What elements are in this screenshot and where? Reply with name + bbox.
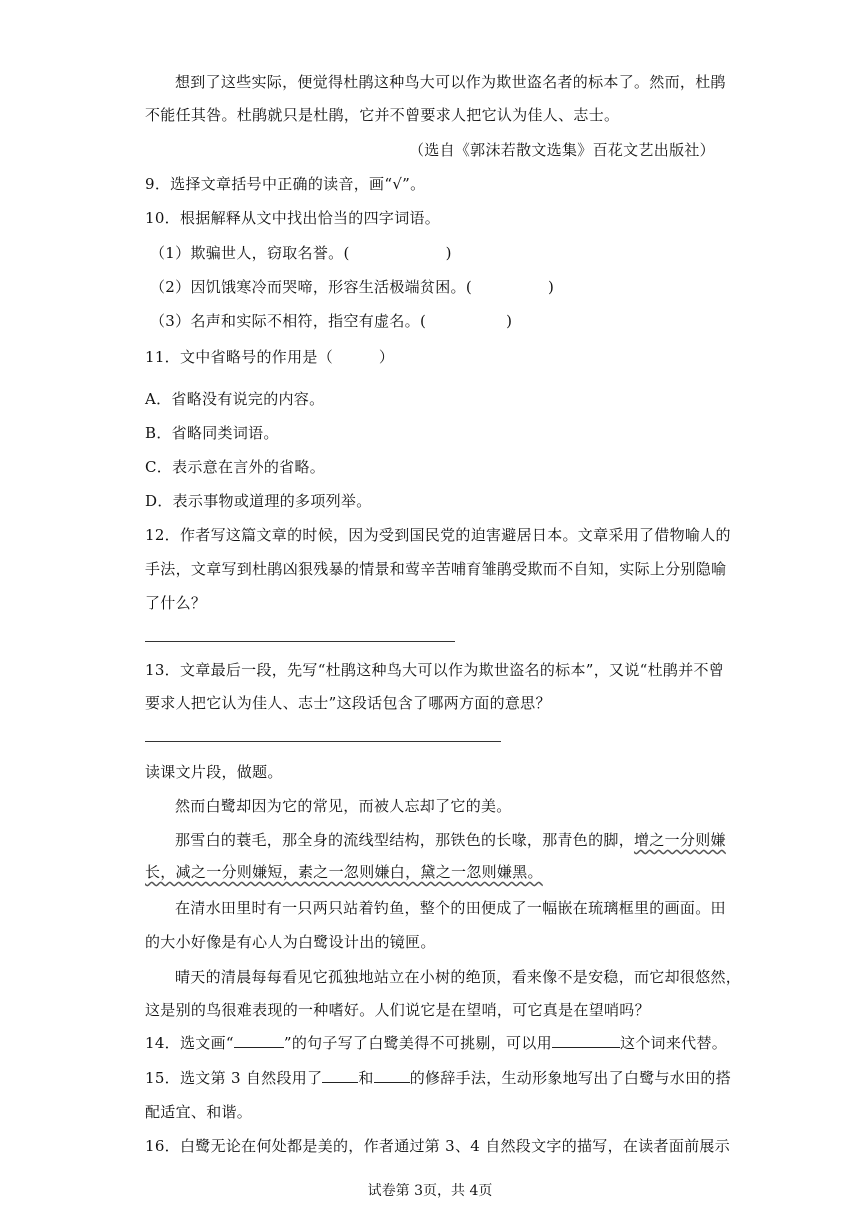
question-11-option-c[interactable]: C．表示意在言外的省略。 <box>145 458 326 476</box>
question-14-text: 14．选文画“ <box>145 1034 234 1052</box>
question-11-option-a[interactable]: A．省略没有说完的内容。 <box>145 390 325 408</box>
answer-blank[interactable] <box>374 1068 410 1083</box>
question-12: 手法，文章写到杜鹃凶狠残暴的情景和莺辛苦哺育雏鹃受欺而不自知，实际上分别隐喻 <box>145 560 727 578</box>
question-15-text: 的修辞手法，生动形象地写出了白鹭与水田的搭 <box>409 1069 731 1087</box>
passage-text: 想到了这些实际，便觉得杜鹃这种鸟大可以作为欺世盗名者的标本了。然而，杜鹃 <box>175 73 726 91</box>
question-10-item-2-text: （2）因饥饿寒冷而哭啼，形容生活极端贫困。( <box>150 278 472 296</box>
question-12: 了什么？ <box>145 594 207 612</box>
question-15-text: 和 <box>358 1069 374 1087</box>
question-11-option-d[interactable]: D．表示事物或道理的多项列举。 <box>145 492 372 510</box>
question-10: 10．根据解释从文中找出恰当的四字词语。 <box>145 209 441 227</box>
close-paren: ) <box>548 278 555 296</box>
question-13: 要求人把它认为佳人、志士”这段话包含了哪两方面的意思？ <box>145 694 551 712</box>
question-10-item-1 <box>150 243 725 263</box>
question-12: 12．作者写这篇文章的时候，因为受到国民党的迫害避居日本。文章采用了借物喻人的 <box>145 526 731 544</box>
passage-text: 晴天的清晨每每看见它孤独地站立在小树的绝顶，看来像不是安稳，而它却很悠然， <box>175 968 742 986</box>
passage-text: 的大小好像是有心人为白鹭设计出的镜匣。 <box>145 933 436 951</box>
question-15-text: 15．选文第 3 自然段用了 <box>145 1069 323 1087</box>
question-11-option-b[interactable]: B．省略同类词语。 <box>145 424 279 442</box>
question-16: 16．白鹭无论在何处都是美的，作者通过第 3、4 自然段文字的描写，在读者面前展示 <box>145 1137 731 1155</box>
wavy-underlined-sentence: 增之一分则嫌 <box>634 831 726 849</box>
answer-line-12[interactable] <box>145 641 455 642</box>
question-14-text: 这个词来代替。 <box>619 1034 728 1052</box>
passage-text-plain: 那雪白的蓑毛，那全身的流线型结构，那铁色的长喙，那青色的脚， <box>175 831 635 849</box>
passage-text <box>145 862 720 882</box>
wavy-underlined-sentence: 长，减之一分则嫌短，素之一忽则嫌白，黛之一忽则嫌黑。 <box>145 863 543 881</box>
question-9: 9．选择文章括号中正确的读音，画“√”。 <box>145 175 426 193</box>
passage-source: （选自《郭沫若散文选集》百花文艺出版社） <box>408 141 715 159</box>
question-14-text: ”的句子写了白鹭美得不可挑剔，可以用 <box>283 1034 552 1052</box>
question-13: 13．文章最后一段，先写“杜鹃这种鸟大可以作为欺世盗名的标本”，又说“杜鹃并不曾 <box>145 661 725 679</box>
passage-text: 在清水田里时有一只两只站着钓鱼，整个的田便成了一幅嵌在琉璃框里的画面。田 <box>175 899 726 917</box>
passage-text: 然而白鹭却因为它的常见，而被人忘却了它的美。 <box>175 797 512 815</box>
question-10-item-3-text: （3）名声和实际不相符，指空有虚名。( <box>150 312 427 330</box>
question-10-item-3 <box>150 311 725 331</box>
passage-text: 这是别的鸟很难表现的一种嗜好。人们说它是在望哨，可它真是在望哨吗？ <box>145 1001 650 1019</box>
question-10-item-1-text: （1）欺骗世人，窃取名誉。( <box>150 244 350 262</box>
answer-blank[interactable] <box>322 1068 358 1083</box>
question-11: 11．文中省略号的作用是（ ） <box>145 348 395 366</box>
page-footer: 试卷第 3页，共 4页 <box>367 1183 493 1199</box>
passage-text <box>175 830 726 850</box>
passage-text: 不能任其咎。杜鹃就只是杜鹃，它并不曾要求人把它认为佳人、志士。 <box>145 106 620 124</box>
close-paren: ) <box>445 244 452 262</box>
passage-intro: 读课文片段，做题。 <box>145 763 283 781</box>
close-paren: ) <box>506 312 513 330</box>
question-15: 配适宜、和谐。 <box>145 1103 253 1121</box>
question-15 <box>145 1068 731 1088</box>
answer-blank[interactable] <box>234 1033 284 1048</box>
question-14 <box>145 1033 728 1053</box>
question-10-item-2 <box>150 277 725 297</box>
answer-line-13[interactable] <box>145 741 501 742</box>
answer-blank[interactable] <box>552 1033 620 1048</box>
